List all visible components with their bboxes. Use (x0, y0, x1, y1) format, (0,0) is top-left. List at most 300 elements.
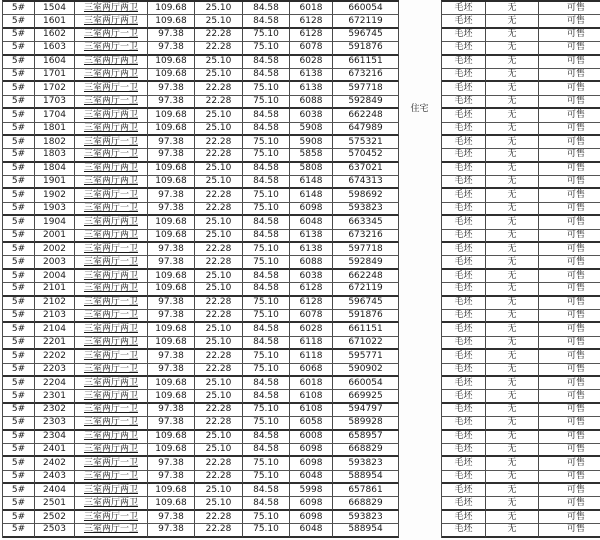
cell-decoration-status: 毛坯 (442, 82, 486, 95)
cell-total-price: 588954 (333, 524, 399, 537)
table-row (3, 484, 399, 497)
cell-room-number: 2502 (35, 511, 75, 524)
cell-floor-area: 109.68 (148, 123, 195, 136)
cell-shared-area: 25.10 (195, 176, 243, 189)
table-row (3, 203, 399, 216)
cell-unit-price: 6078 (290, 42, 333, 55)
cell-floor-area: 109.68 (148, 337, 195, 350)
cell-unit-type-link[interactable]: 三室两厅两卫 (75, 337, 148, 350)
cell-unit-type-link[interactable]: 三室两厅一卫 (75, 42, 148, 55)
cell-building-number: 5# (3, 497, 35, 510)
cell-inner-area: 75.10 (243, 203, 290, 216)
cell-inner-area: 84.58 (243, 176, 290, 189)
table-row (442, 109, 600, 122)
cell-inner-area: 75.10 (243, 310, 290, 323)
cell-unit-type-link[interactable]: 三室两厅一卫 (75, 203, 148, 216)
cell-decoration-status: 毛坯 (442, 96, 486, 109)
cell-room-number: 1901 (35, 176, 75, 189)
table-row (442, 297, 600, 310)
table-row (442, 484, 600, 497)
cell-total-price: 660054 (333, 2, 399, 15)
cell-sale-status: 可售 (539, 404, 600, 417)
cell-mortgage-status: 无 (486, 216, 539, 229)
cell-unit-type-link[interactable]: 三室两厅两卫 (75, 2, 148, 15)
cell-unit-price: 6128 (290, 29, 333, 42)
cell-building-number: 5# (3, 109, 35, 122)
cell-room-number: 2004 (35, 270, 75, 283)
table-row (442, 390, 600, 403)
cell-unit-type-link[interactable]: 三室两厅两卫 (75, 230, 148, 243)
cell-decoration-status: 毛坯 (442, 42, 486, 55)
cell-sale-status: 可售 (539, 497, 600, 510)
cell-unit-type-link[interactable]: 三室两厅两卫 (75, 497, 148, 510)
table-row (442, 511, 600, 524)
cell-inner-area: 75.10 (243, 82, 290, 95)
table-row (3, 310, 399, 323)
cell-unit-type-link[interactable]: 三室两厅两卫 (75, 323, 148, 336)
cell-floor-area: 97.38 (148, 457, 195, 470)
table-row (442, 471, 600, 484)
cell-room-number: 2103 (35, 310, 75, 323)
cell-sale-status: 可售 (539, 417, 600, 430)
cell-room-number: 1602 (35, 29, 75, 42)
cell-sale-status: 可售 (539, 123, 600, 136)
cell-mortgage-status: 无 (486, 230, 539, 243)
cell-room-number: 1704 (35, 109, 75, 122)
cell-floor-area: 109.68 (148, 109, 195, 122)
table-row (442, 337, 600, 350)
cell-room-number: 2101 (35, 283, 75, 296)
cell-unit-type-link[interactable]: 三室两厅两卫 (75, 431, 148, 444)
cell-unit-type-link[interactable]: 三室两厅一卫 (75, 82, 148, 95)
cell-floor-area: 97.38 (148, 511, 195, 524)
table-row (442, 417, 600, 430)
cell-decoration-status: 毛坯 (442, 471, 486, 484)
cell-unit-type-link[interactable]: 三室两厅一卫 (75, 136, 148, 149)
cell-mortgage-status: 无 (486, 136, 539, 149)
cell-shared-area: 22.28 (195, 417, 243, 430)
cell-sale-status: 可售 (539, 444, 600, 457)
cell-unit-type-link[interactable]: 三室两厅一卫 (75, 189, 148, 202)
cell-building-number: 5# (3, 404, 35, 417)
cell-shared-area: 25.10 (195, 283, 243, 296)
cell-mortgage-status: 无 (486, 390, 539, 403)
cell-floor-area: 109.68 (148, 444, 195, 457)
cell-unit-price: 6088 (290, 256, 333, 269)
table-row (442, 15, 600, 28)
cell-sale-status: 可售 (539, 15, 600, 28)
cell-room-number: 1902 (35, 189, 75, 202)
cell-sale-status: 可售 (539, 350, 600, 363)
cell-inner-area: 75.10 (243, 42, 290, 55)
cell-decoration-status: 毛坯 (442, 417, 486, 430)
cell-decoration-status: 毛坯 (442, 350, 486, 363)
cell-building-number: 5# (3, 390, 35, 403)
cell-room-number: 2501 (35, 497, 75, 510)
cell-unit-price: 6098 (290, 203, 333, 216)
cell-shared-area: 22.28 (195, 511, 243, 524)
cell-unit-type-link[interactable]: 三室两厅一卫 (75, 256, 148, 269)
cell-total-price: 657861 (333, 484, 399, 497)
cell-decoration-status: 毛坯 (442, 377, 486, 390)
cell-shared-area: 25.10 (195, 444, 243, 457)
table-row (442, 216, 600, 229)
cell-decoration-status: 毛坯 (442, 15, 486, 28)
table-row (3, 15, 399, 28)
cell-inner-area: 75.10 (243, 364, 290, 377)
cell-floor-area: 109.68 (148, 216, 195, 229)
cell-unit-price: 6018 (290, 2, 333, 15)
cell-shared-area: 25.10 (195, 69, 243, 82)
cell-unit-price: 6038 (290, 270, 333, 283)
cell-sale-status: 可售 (539, 29, 600, 42)
cell-decoration-status: 毛坯 (442, 149, 486, 162)
cell-total-price: 673216 (333, 230, 399, 243)
cell-unit-type-link[interactable]: 三室两厅两卫 (75, 15, 148, 28)
cell-mortgage-status: 无 (486, 109, 539, 122)
cell-shared-area: 25.10 (195, 323, 243, 336)
table-row (442, 323, 600, 336)
table-row (442, 364, 600, 377)
cell-mortgage-status: 无 (486, 297, 539, 310)
cell-building-number: 5# (3, 310, 35, 323)
cell-room-number: 1603 (35, 42, 75, 55)
cell-building-number: 5# (3, 29, 35, 42)
cell-sale-status: 可售 (539, 230, 600, 243)
cell-total-price: 593823 (333, 203, 399, 216)
cell-building-number: 5# (3, 230, 35, 243)
cell-unit-price: 6098 (290, 457, 333, 470)
cell-unit-type-link[interactable]: 三室两厅两卫 (75, 444, 148, 457)
cell-room-number: 1604 (35, 56, 75, 69)
cell-inner-area: 84.58 (243, 56, 290, 69)
cell-unit-type-link[interactable]: 三室两厅一卫 (75, 511, 148, 524)
cell-inner-area: 84.58 (243, 497, 290, 510)
cell-total-price: 593823 (333, 457, 399, 470)
cell-room-number: 2001 (35, 230, 75, 243)
cell-unit-type-link[interactable]: 三室两厅一卫 (75, 96, 148, 109)
table-row (442, 163, 600, 176)
cell-sale-status: 可售 (539, 471, 600, 484)
cell-mortgage-status: 无 (486, 404, 539, 417)
cell-unit-price: 6068 (290, 364, 333, 377)
table-row (3, 297, 399, 310)
cell-shared-area: 22.28 (195, 297, 243, 310)
cell-sale-status: 可售 (539, 109, 600, 122)
cell-building-number: 5# (3, 270, 35, 283)
cell-shared-area: 22.28 (195, 524, 243, 537)
cell-building-number: 5# (3, 283, 35, 296)
cell-building-number: 5# (3, 297, 35, 310)
table-row (3, 511, 399, 524)
cell-decoration-status: 毛坯 (442, 123, 486, 136)
cell-unit-type-link[interactable]: 三室两厅一卫 (75, 297, 148, 310)
cell-shared-area: 25.10 (195, 230, 243, 243)
cell-unit-type-link[interactable]: 三室两厅两卫 (75, 163, 148, 176)
cell-floor-area: 109.68 (148, 15, 195, 28)
cell-shared-area: 22.28 (195, 256, 243, 269)
table-row (3, 471, 399, 484)
cell-building-number: 5# (3, 484, 35, 497)
cell-room-number: 2003 (35, 256, 75, 269)
cell-shared-area: 22.28 (195, 82, 243, 95)
cell-building-number: 5# (3, 123, 35, 136)
cell-shared-area: 25.10 (195, 123, 243, 136)
cell-mortgage-status: 无 (486, 2, 539, 15)
cell-shared-area: 25.10 (195, 15, 243, 28)
cell-unit-type-link[interactable]: 三室两厅两卫 (75, 484, 148, 497)
cell-total-price: 662248 (333, 270, 399, 283)
table-row (442, 350, 600, 363)
cell-building-number: 5# (3, 323, 35, 336)
cell-floor-area: 97.38 (148, 189, 195, 202)
cell-shared-area: 22.28 (195, 471, 243, 484)
table-row (3, 444, 399, 457)
cell-room-number: 1904 (35, 216, 75, 229)
cell-decoration-status: 毛坯 (442, 337, 486, 350)
table-row (3, 69, 399, 82)
cell-sale-status: 可售 (539, 176, 600, 189)
cell-unit-type-link[interactable]: 三室两厅一卫 (75, 29, 148, 42)
cell-unit-type-link[interactable]: 三室两厅两卫 (75, 216, 148, 229)
cell-building-number: 5# (3, 457, 35, 470)
cell-shared-area: 22.28 (195, 404, 243, 417)
cell-total-price: 598692 (333, 189, 399, 202)
cell-shared-area: 25.10 (195, 56, 243, 69)
cell-mortgage-status: 无 (486, 270, 539, 283)
table-row (3, 189, 399, 202)
table-row (3, 377, 399, 390)
cell-sale-status: 可售 (539, 524, 600, 537)
cell-sale-status: 可售 (539, 256, 600, 269)
cell-building-number: 5# (3, 216, 35, 229)
cell-total-price: 594797 (333, 404, 399, 417)
table-row (3, 524, 399, 537)
cell-decoration-status: 毛坯 (442, 69, 486, 82)
cell-sale-status: 可售 (539, 136, 600, 149)
cell-room-number: 1703 (35, 96, 75, 109)
cell-mortgage-status: 无 (486, 431, 539, 444)
cell-unit-type-link[interactable]: 三室两厅两卫 (75, 390, 148, 403)
unit-price-table (2, 0, 399, 538)
cell-unit-type-link[interactable]: 三室两厅一卫 (75, 310, 148, 323)
table-row (442, 176, 600, 189)
cell-total-price: 596745 (333, 297, 399, 310)
cell-room-number: 1802 (35, 136, 75, 149)
cell-sale-status: 可售 (539, 69, 600, 82)
cell-inner-area: 75.10 (243, 524, 290, 537)
cell-decoration-status: 毛坯 (442, 511, 486, 524)
table-row (3, 136, 399, 149)
table-row (3, 417, 399, 430)
cell-building-number: 5# (3, 82, 35, 95)
cell-shared-area: 25.10 (195, 216, 243, 229)
cell-decoration-status: 毛坯 (442, 444, 486, 457)
cell-room-number: 2303 (35, 417, 75, 430)
cell-unit-type-link[interactable]: 三室两厅一卫 (75, 524, 148, 537)
cell-decoration-status: 毛坯 (442, 404, 486, 417)
cell-total-price: 671022 (333, 337, 399, 350)
cell-room-number: 2202 (35, 350, 75, 363)
cell-mortgage-status: 无 (486, 337, 539, 350)
cell-room-number: 1903 (35, 203, 75, 216)
cell-decoration-status: 毛坯 (442, 390, 486, 403)
cell-unit-type-link[interactable]: 三室两厅两卫 (75, 123, 148, 136)
cell-unit-type-link[interactable]: 三室两厅一卫 (75, 417, 148, 430)
cell-shared-area: 22.28 (195, 136, 243, 149)
cell-unit-type-link[interactable]: 三室两厅两卫 (75, 270, 148, 283)
cell-shared-area: 22.28 (195, 96, 243, 109)
cell-total-price: 588954 (333, 471, 399, 484)
table-row (442, 444, 600, 457)
cell-room-number: 1601 (35, 15, 75, 28)
cell-total-price: 668829 (333, 497, 399, 510)
cell-inner-area: 75.10 (243, 471, 290, 484)
cell-floor-area: 97.38 (148, 29, 195, 42)
cell-shared-area: 25.10 (195, 337, 243, 350)
cell-floor-area: 97.38 (148, 364, 195, 377)
cell-unit-price: 6038 (290, 109, 333, 122)
cell-shared-area: 25.10 (195, 2, 243, 15)
cell-mortgage-status: 无 (486, 377, 539, 390)
cell-sale-status: 可售 (539, 377, 600, 390)
cell-unit-type-link[interactable]: 三室两厅一卫 (75, 471, 148, 484)
cell-shared-area: 25.10 (195, 390, 243, 403)
table-row (442, 69, 600, 82)
cell-unit-type-link[interactable]: 三室两厅一卫 (75, 149, 148, 162)
cell-inner-area: 75.10 (243, 136, 290, 149)
table-row (442, 189, 600, 202)
cell-unit-price: 6128 (290, 297, 333, 310)
cell-unit-price: 6048 (290, 216, 333, 229)
cell-floor-area: 97.38 (148, 243, 195, 256)
cell-inner-area: 75.10 (243, 404, 290, 417)
cell-unit-type-link[interactable]: 三室两厅两卫 (75, 176, 148, 189)
cell-building-number: 5# (3, 96, 35, 109)
cell-shared-area: 22.28 (195, 189, 243, 202)
table-row (442, 270, 600, 283)
cell-room-number: 1701 (35, 69, 75, 82)
cell-total-price: 660054 (333, 377, 399, 390)
cell-inner-area: 84.58 (243, 283, 290, 296)
cell-unit-type-link[interactable]: 三室两厅两卫 (75, 109, 148, 122)
cell-unit-type-link[interactable]: 三室两厅一卫 (75, 404, 148, 417)
cell-inner-area: 75.10 (243, 297, 290, 310)
cell-mortgage-status: 无 (486, 283, 539, 296)
cell-mortgage-status: 无 (486, 96, 539, 109)
cell-mortgage-status: 无 (486, 350, 539, 363)
cell-floor-area: 109.68 (148, 176, 195, 189)
cell-total-price: 658957 (333, 431, 399, 444)
table-row (442, 29, 600, 42)
cell-sale-status: 可售 (539, 364, 600, 377)
cell-decoration-status: 毛坯 (442, 230, 486, 243)
table-row (442, 82, 600, 95)
cell-building-number: 5# (3, 189, 35, 202)
cell-building-number: 5# (3, 417, 35, 430)
cell-sale-status: 可售 (539, 310, 600, 323)
cell-floor-area: 97.38 (148, 42, 195, 55)
cell-unit-price: 6118 (290, 350, 333, 363)
cell-room-number: 2203 (35, 364, 75, 377)
cell-mortgage-status: 无 (486, 176, 539, 189)
cell-room-number: 2002 (35, 243, 75, 256)
table-row (3, 29, 399, 42)
cell-unit-price: 6148 (290, 189, 333, 202)
cell-total-price: 589928 (333, 417, 399, 430)
cell-decoration-status: 毛坯 (442, 203, 486, 216)
cell-mortgage-status: 无 (486, 42, 539, 55)
cell-sale-status: 可售 (539, 56, 600, 69)
table-row (3, 96, 399, 109)
cell-inner-area: 75.10 (243, 417, 290, 430)
cell-floor-area: 109.68 (148, 484, 195, 497)
cell-unit-type-link[interactable]: 三室两厅一卫 (75, 243, 148, 256)
cell-inner-area: 84.58 (243, 109, 290, 122)
table-row (3, 216, 399, 229)
cell-unit-type-link[interactable]: 三室两厅一卫 (75, 364, 148, 377)
cell-floor-area: 109.68 (148, 377, 195, 390)
cell-total-price: 592849 (333, 256, 399, 269)
cell-mortgage-status: 无 (486, 15, 539, 28)
cell-unit-type-link[interactable]: 三室两厅两卫 (75, 56, 148, 69)
cell-floor-area: 97.38 (148, 471, 195, 484)
cell-mortgage-status: 无 (486, 243, 539, 256)
cell-sale-status: 可售 (539, 96, 600, 109)
table-row (442, 377, 600, 390)
cell-building-number: 5# (3, 337, 35, 350)
cell-room-number: 2102 (35, 297, 75, 310)
cell-total-price: 637021 (333, 163, 399, 176)
cell-inner-area: 84.58 (243, 216, 290, 229)
cell-total-price: 570452 (333, 149, 399, 162)
cell-building-number: 5# (3, 2, 35, 15)
cell-unit-type-link[interactable]: 三室两厅一卫 (75, 457, 148, 470)
cell-building-number: 5# (3, 377, 35, 390)
cell-total-price: 591876 (333, 42, 399, 55)
table-row (3, 163, 399, 176)
cell-room-number: 2204 (35, 377, 75, 390)
cell-building-number: 5# (3, 524, 35, 537)
table-row (3, 364, 399, 377)
cell-decoration-status: 毛坯 (442, 256, 486, 269)
cell-unit-type-link[interactable]: 三室两厅两卫 (75, 283, 148, 296)
cell-unit-price: 6128 (290, 15, 333, 28)
cell-floor-area: 109.68 (148, 390, 195, 403)
table-row (442, 123, 600, 136)
cell-floor-area: 109.68 (148, 56, 195, 69)
cell-floor-area: 109.68 (148, 69, 195, 82)
cell-inner-area: 84.58 (243, 15, 290, 28)
table-row (3, 56, 399, 69)
cell-inner-area: 75.10 (243, 96, 290, 109)
cell-unit-type-link[interactable]: 三室两厅两卫 (75, 377, 148, 390)
cell-decoration-status: 毛坯 (442, 216, 486, 229)
cell-decoration-status: 毛坯 (442, 2, 486, 15)
cell-shared-area: 22.28 (195, 42, 243, 55)
cell-building-number: 5# (3, 256, 35, 269)
cell-unit-price: 6098 (290, 497, 333, 510)
cell-mortgage-status: 无 (486, 310, 539, 323)
cell-inner-area: 84.58 (243, 337, 290, 350)
cell-unit-price: 5908 (290, 123, 333, 136)
cell-unit-type-link[interactable]: 三室两厅一卫 (75, 350, 148, 363)
cell-unit-type-link[interactable]: 三室两厅两卫 (75, 69, 148, 82)
cell-mortgage-status: 无 (486, 364, 539, 377)
cell-building-number: 5# (3, 364, 35, 377)
table-row (3, 431, 399, 444)
cell-floor-area: 97.38 (148, 82, 195, 95)
